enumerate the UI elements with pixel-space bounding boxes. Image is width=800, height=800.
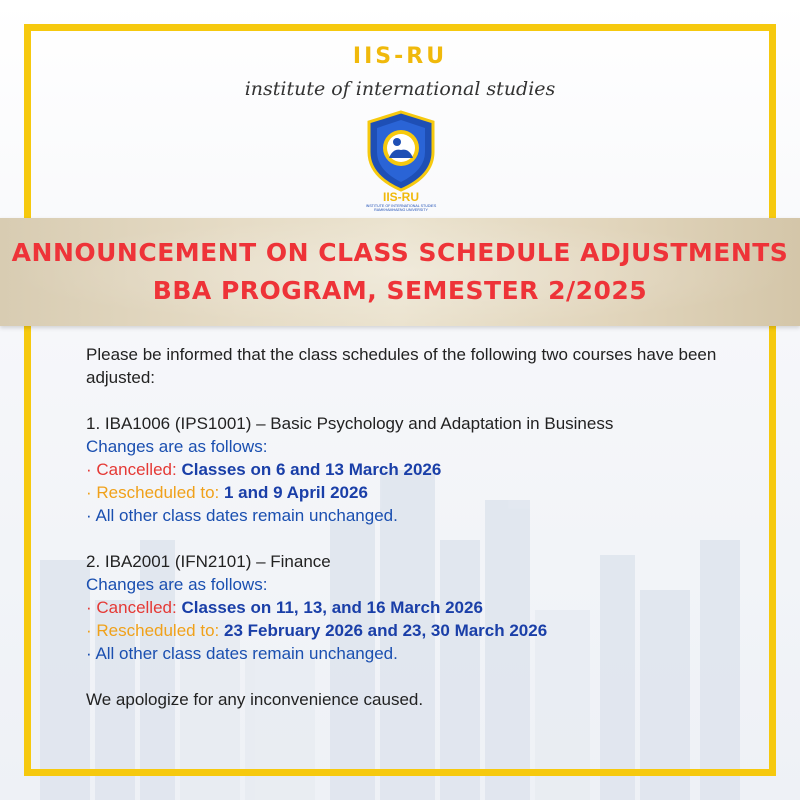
course-block [86, 412, 726, 527]
banner-title-line-1: ANNOUNCEMENT ON CLASS SCHEDULE ADJUSTMENTS [11, 238, 789, 267]
banner-title-line-2: BBA PROGRAM, SEMESTER 2/2025 [152, 276, 648, 305]
rescheduled-line [86, 481, 726, 504]
cancelled-dates: Classes on 11, 13, and 16 March 2026 [181, 598, 483, 617]
rescheduled-dates: 1 and 9 April 2026 [223, 483, 368, 502]
course-block [86, 550, 726, 665]
rescheduled-dates: 23 February 2026 and 23, 30 March 2026 [223, 621, 548, 640]
rescheduled-label: · Rescheduled to: [86, 483, 220, 502]
svg-text:INSTITUTE OF INTERNATIONAL STU: INSTITUTE OF INTERNATIONAL STUDIES [365, 204, 437, 208]
cancelled-line [86, 458, 726, 481]
intro-text: Please be informed that the class schedules of the following two courses have been adjusted: [86, 345, 717, 387]
course-title: 1. IBA1006 (IPS1001) – Basic Psychology and Adaptation in Business [86, 414, 614, 433]
other-dates-note: · All other class dates remain unchanged. [86, 644, 398, 663]
announcement-body [86, 343, 726, 711]
changes-label: Changes are as follows: [86, 575, 268, 594]
announcement-banner [0, 218, 800, 326]
institute-subtitle: institute of international studies [244, 78, 556, 100]
rescheduled-label: · Rescheduled to: [86, 621, 220, 640]
cancelled-line [86, 596, 726, 619]
rescheduled-line [86, 619, 726, 642]
course-title: 2. IBA2001 (IFN2101) – Finance [86, 552, 331, 571]
svg-text:RAMKHAMHAENG UNIVERSITY: RAMKHAMHAENG UNIVERSITY [374, 208, 428, 212]
brand-title: IIS-RU [352, 44, 448, 69]
other-dates-note: · All other class dates remain unchanged. [86, 506, 398, 525]
cancelled-label: · Cancelled: [86, 598, 177, 617]
cancelled-label: · Cancelled: [86, 460, 177, 479]
cancelled-dates: Classes on 6 and 13 March 2026 [181, 460, 442, 479]
changes-label: Changes are as follows: [86, 437, 268, 456]
closing-text: We apologize for any inconvenience caused. [86, 690, 424, 709]
shield-logo-icon [363, 110, 439, 212]
svg-text:IIS-RU: IIS-RU [383, 190, 419, 204]
